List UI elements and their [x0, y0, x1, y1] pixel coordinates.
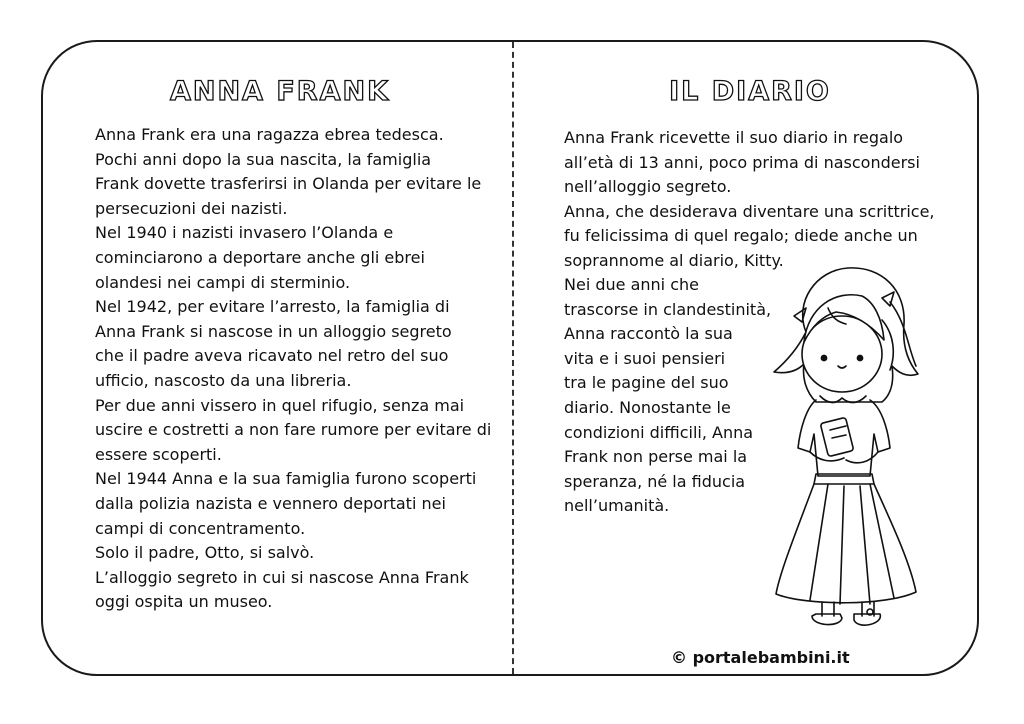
text-line: Anna, che desiderava diventare una scrittrice, [564, 201, 935, 221]
text-line: cominciarono a deportare anche gli ebrei [95, 247, 425, 267]
text-line: olandesi nei campi di sterminio. [95, 272, 351, 292]
left-title: ANNA FRANK [169, 76, 391, 107]
text-line: essere scoperti. [95, 444, 222, 464]
text-line: condizioni difficili, Anna [564, 422, 754, 442]
girl-holding-diary-illustration [766, 262, 926, 634]
right-body-text-wrap [564, 273, 771, 519]
text-line: dalla polizia nazista e vennero deportati nei [95, 493, 446, 513]
text-line: Nei due anni che [564, 275, 699, 294]
text-line: diario. Nonostante le [564, 397, 731, 417]
right-body-text-top [564, 126, 935, 274]
text-line: Anna Frank era una ragazza ebrea tedesca. [95, 125, 444, 144]
text-line: Frank dovette trasferirsi in Olanda per evitare le [95, 174, 482, 194]
text-line: Anna Frank si nascose in un alloggio segreto [95, 321, 452, 341]
text-line: vita e i suoi pensieri [564, 348, 726, 368]
text-line: oggi ospita un museo. [95, 592, 273, 612]
copyright-credit[interactable]: © portalebambini.it [671, 648, 850, 667]
text-line: Pochi anni dopo la sua nascita, la famiglia [95, 149, 432, 169]
text-line: trascorse in clandestinità, [564, 299, 772, 319]
text-line: uscire e costretti a non fare rumore per evitare di [95, 420, 492, 440]
text-line: Nel 1944 Anna e la sua famiglia furono scoperti [95, 469, 477, 489]
text-line: soprannome al diario, Kitty. [564, 250, 784, 270]
text-line: Frank non perse mai la [564, 447, 748, 467]
text-line: nell’umanità. [564, 496, 670, 516]
text-line: tra le pagine del suo [564, 373, 729, 393]
text-line: campi di concentramento. [95, 518, 306, 538]
text-line: che il padre aveva ricavato nel retro del suo [95, 346, 449, 366]
text-line: Anna Frank ricevette il suo diario in regalo [564, 128, 904, 147]
text-line: speranza, né la fiducia [564, 471, 746, 491]
right-title: IL DIARIO [669, 76, 831, 107]
text-line: Nel 1942, per evitare l’arresto, la famiglia di [95, 297, 450, 317]
text-line: all’età di 13 anni, poco prima di nascondersi [564, 152, 920, 172]
text-line: Anna raccontò la sua [564, 324, 733, 344]
text-line: ufficio, nascosto da una libreria. [95, 370, 352, 390]
text-line: Solo il padre, Otto, si salvò. [95, 543, 315, 563]
text-line: fu felicissima di quel regalo; diede anche un [564, 226, 918, 246]
text-line: Nel 1940 i nazisti invasero l’Olanda e [95, 223, 394, 243]
text-line: nell’alloggio segreto. [564, 177, 732, 197]
text-line: persecuzioni dei nazisti. [95, 198, 288, 218]
dashed-fold-line [512, 42, 514, 674]
text-line: Per due anni vissero in quel rifugio, senza mai [95, 395, 465, 415]
text-line: L’alloggio segreto in cui si nascose Anna Frank [95, 567, 469, 587]
left-body-text [95, 123, 491, 615]
